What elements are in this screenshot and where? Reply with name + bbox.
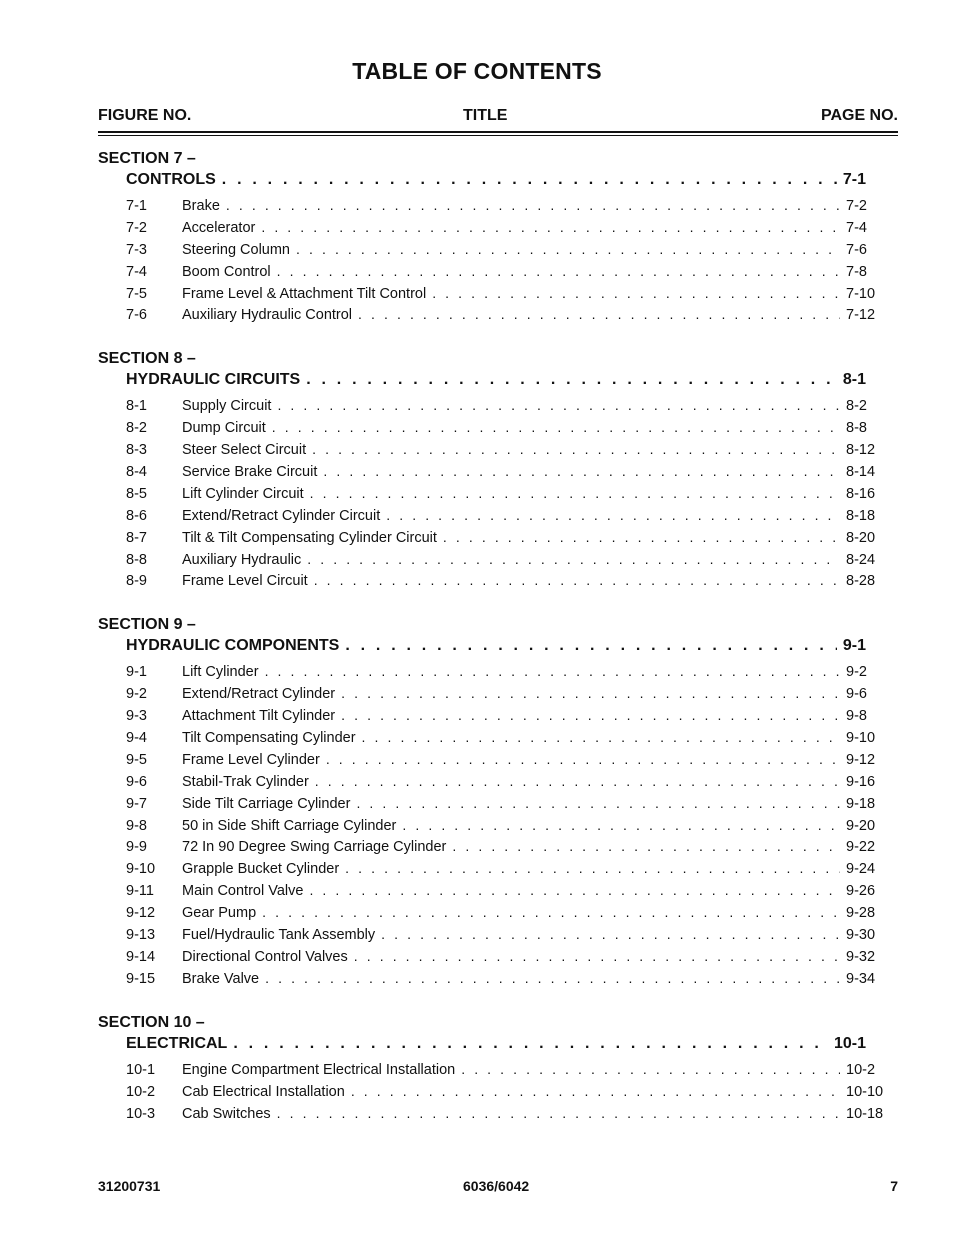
dot-leader [356,793,840,815]
page-number: 7 [890,1178,898,1194]
section-title-row[interactable] [126,1033,866,1055]
toc-entry[interactable] [126,661,886,683]
figure-number: 10-1 [126,1061,156,1078]
section-entries [98,661,898,989]
dot-leader [354,946,840,968]
entry-page-number: 8-28 [846,573,876,590]
dot-leader [345,635,837,657]
section-page-number: 10-1 [833,1034,866,1052]
section-label: SECTION 9 – [98,616,196,634]
dot-leader [345,858,840,880]
figure-number: 9-15 [126,970,156,987]
entry-page-number: 9-26 [846,883,876,900]
dot-leader [306,369,837,391]
dot-leader [358,304,840,326]
figure-number: 9-2 [126,686,147,703]
toc-entry[interactable] [126,527,886,549]
toc-entry[interactable] [126,968,886,990]
entry-title: Boom Control [182,263,271,280]
toc-entry[interactable] [126,239,886,261]
section-entries [98,195,898,326]
dot-leader [272,417,840,439]
figure-number: 9-8 [126,817,147,834]
dot-leader [309,880,840,902]
toc-entry[interactable] [126,1081,886,1103]
entry-title: Cab Electrical Installation [182,1083,345,1100]
section-page-number: 8-1 [842,371,866,389]
figure-number: 8-6 [126,507,147,524]
dot-leader [323,461,840,483]
figure-number: 7-3 [126,241,147,258]
entry-title: Steer Select Circuit [182,442,307,459]
dot-leader [351,1081,840,1103]
dot-leader [381,924,840,946]
entry-title: 72 In 90 Degree Swing Carriage Cylinder [182,839,447,856]
toc-entry[interactable] [126,395,886,417]
figure-number: 9-13 [126,927,156,944]
figure-number: 9-14 [126,948,156,965]
entry-page-number: 9-30 [846,927,876,944]
entry-page-number: 9-34 [846,970,876,987]
section-label: SECTION 7 – [98,150,196,167]
entry-page-number: 9-6 [846,686,867,703]
header-rule-thick [98,131,898,133]
dot-leader [326,749,840,771]
entry-title: Frame Level & Attachment Tilt Control [182,285,427,302]
toc-entry[interactable] [126,217,886,239]
entry-title: Lift Cylinder Circuit [182,485,304,502]
toc-section [98,148,898,326]
entry-page-number: 9-8 [846,708,867,725]
figure-number: 10-3 [126,1105,156,1122]
entry-title: Lift Cylinder [182,664,259,681]
figure-number: 9-7 [126,795,147,812]
page-footer [98,1178,898,1196]
entry-page-number: 10-10 [846,1083,884,1100]
dot-leader [341,683,840,705]
figure-number: 8-8 [126,551,147,568]
figure-number: 8-2 [126,420,147,437]
figure-number: 7-1 [126,198,147,214]
section-spacer [98,326,898,348]
entry-page-number: 7-10 [846,285,876,302]
column-header-row [98,107,898,127]
toc-entry[interactable] [126,570,886,592]
entry-title: Engine Compartment Electrical Installation [182,1061,456,1078]
title-header: TITLE [463,107,508,124]
figure-number: 9-5 [126,751,147,768]
toc-entry[interactable] [126,1103,886,1125]
toc-entry[interactable] [126,727,886,749]
entry-title: Frame Level Circuit [182,573,308,590]
entry-title: Gear Pump [182,905,257,922]
entry-page-number: 8-8 [846,420,867,437]
dot-leader [402,815,840,837]
figure-no-header: FIGURE NO. [98,107,192,124]
header-rule-thin [98,135,898,136]
entry-page-number: 9-18 [846,795,876,812]
figure-number: 7-4 [126,263,147,280]
entry-page-number: 7-2 [846,198,867,214]
figure-number: 8-5 [126,485,147,502]
entry-page-number: 8-16 [846,485,876,502]
figure-number: 7-6 [126,307,147,324]
dot-leader [443,527,840,549]
entry-title: Extend/Retract Cylinder Circuit [182,507,381,524]
section-entries [98,395,898,592]
figure-number: 7-2 [126,219,147,236]
entry-title: 50 in Side Shift Carriage Cylinder [182,817,397,834]
toc-entry[interactable] [126,505,886,527]
section-title-row[interactable] [126,169,866,191]
toc-entry[interactable] [126,705,886,727]
entry-title: Grapple Bucket Cylinder [182,861,340,878]
entry-title: Side Tilt Carriage Cylinder [182,795,351,812]
section-title-row[interactable] [126,369,866,391]
figure-number: 8-9 [126,573,147,590]
entry-title: Brake [182,198,220,214]
entry-page-number: 9-10 [846,730,876,747]
toc-entry[interactable] [126,902,886,924]
dot-leader [310,483,840,505]
section-title: ELECTRICAL [126,1034,228,1052]
section-spacer [98,592,898,614]
toc-entry[interactable] [126,439,886,461]
entry-page-number: 7-8 [846,263,867,280]
dot-leader [362,727,840,749]
toc-entry[interactable] [126,793,886,815]
entry-page-number: 9-16 [846,773,876,790]
figure-number: 9-9 [126,839,147,856]
entry-title: Fuel/Hydraulic Tank Assembly [182,927,376,944]
section-label: SECTION 8 – [98,350,196,368]
toc-entry[interactable] [126,749,886,771]
entry-title: Stabil-Trak Cylinder [182,773,309,790]
dot-leader [314,570,840,592]
entry-title: Tilt Compensating Cylinder [182,730,356,747]
toc-entry[interactable] [126,683,886,705]
dot-leader [452,836,840,858]
toc-entry[interactable] [126,1059,886,1081]
entry-title: Auxiliary Hydraulic Control [182,307,353,324]
entry-title: Attachment Tilt Cylinder [182,708,336,725]
figure-number: 9-3 [126,708,147,725]
toc-entry[interactable] [126,771,886,793]
entry-title: Dump Circuit [182,420,266,437]
entry-page-number: 8-18 [846,507,876,524]
entry-title: Auxiliary Hydraulic [182,551,302,568]
figure-number: 9-11 [126,883,154,900]
dot-leader [296,239,840,261]
section-page-number: 7-1 [842,171,866,188]
toc-entry[interactable] [126,195,886,217]
dot-leader [277,261,840,283]
toc-entry[interactable] [126,549,886,571]
toc-entry[interactable] [126,461,886,483]
dot-leader [461,1059,840,1081]
entry-title: Supply Circuit [182,398,272,415]
figure-number: 9-1 [126,664,147,681]
dot-leader [386,505,840,527]
model-number: 6036/6042 [463,1178,530,1194]
entry-title: Frame Level Cylinder [182,751,320,768]
entry-page-number: 8-12 [846,442,876,459]
entry-title: Cab Switches [182,1105,271,1122]
entry-title: Extend/Retract Cylinder [182,686,336,703]
dot-leader [432,283,840,305]
dot-leader [277,395,840,417]
entry-page-number: 8-2 [846,398,867,415]
figure-number: 8-4 [126,464,147,481]
entry-page-number: 9-12 [846,751,876,768]
section-title: HYDRAULIC COMPONENTS [126,637,340,655]
entry-title: Accelerator [182,219,256,236]
section-title: CONTROLS [126,171,216,188]
toc-entry[interactable] [126,924,886,946]
entry-page-number: 9-24 [846,861,876,878]
entry-title: Steering Column [182,241,290,258]
entry-title: Service Brake Circuit [182,464,318,481]
entry-page-number: 8-14 [846,464,876,481]
dot-leader [315,771,840,793]
entry-page-number: 10-2 [846,1061,876,1078]
toc-entry[interactable] [126,880,886,902]
dot-leader [233,1033,828,1055]
dot-leader [277,1103,840,1125]
dot-leader [226,195,840,217]
figure-number: 10-2 [126,1083,156,1100]
dot-leader [265,661,840,683]
figure-number: 8-7 [126,529,147,546]
section-label: SECTION 10 – [98,1013,205,1031]
figure-number: 7-5 [126,285,147,302]
entry-page-number: 9-20 [846,817,876,834]
dot-leader [261,217,840,239]
section-entries [98,1059,898,1125]
entry-title: Directional Control Valves [182,948,348,965]
dot-leader [341,705,840,727]
dot-leader [262,902,840,924]
entry-page-number: 7-4 [846,219,867,236]
toc-entry[interactable] [126,261,886,283]
toc-entry[interactable] [126,836,886,858]
dot-leader [312,439,840,461]
figure-number: 8-3 [126,442,147,459]
figure-number: 9-10 [126,861,156,878]
document-number: 31200731 [98,1178,161,1194]
toc-entry[interactable] [126,946,886,968]
entry-page-number: 9-32 [846,948,876,965]
entry-page-number: 8-24 [846,551,876,568]
toc-section [98,1012,898,1125]
dot-leader [265,968,840,990]
entry-page-number: 9-28 [846,905,876,922]
figure-number: 8-1 [126,398,147,415]
entry-page-number: 8-20 [846,529,876,546]
toc-entry[interactable] [126,304,886,326]
section-title: HYDRAULIC CIRCUITS [126,371,301,389]
toc-section [98,348,898,592]
toc-entry[interactable] [126,417,886,439]
entry-title: Brake Valve [182,970,260,987]
toc-section [98,614,898,989]
entry-page-number: 7-6 [846,241,867,258]
toc-entry[interactable] [126,858,886,880]
toc-entry[interactable] [126,283,886,305]
entry-page-number: 9-22 [846,839,876,856]
entry-page-number: 9-2 [846,664,867,681]
section-title-row[interactable] [126,635,866,657]
entry-title: Tilt & Tilt Compensating Cylinder Circuit [182,529,437,546]
section-spacer [98,990,898,1012]
figure-number: 9-12 [126,905,156,922]
dot-leader [222,169,837,191]
section-page-number: 9-1 [842,637,866,655]
page-no-header: PAGE NO. [820,107,898,124]
dot-leader [307,549,840,571]
toc-body [98,148,898,1124]
figure-number: 9-4 [126,730,147,747]
entry-page-number: 7-12 [846,307,876,324]
entry-page-number: 10-18 [846,1105,884,1122]
toc-entry[interactable] [126,483,886,505]
page-title: TABLE OF CONTENTS [352,58,602,84]
toc-entry[interactable] [126,815,886,837]
entry-title: Main Control Valve [182,883,304,900]
figure-number: 9-6 [126,773,147,790]
